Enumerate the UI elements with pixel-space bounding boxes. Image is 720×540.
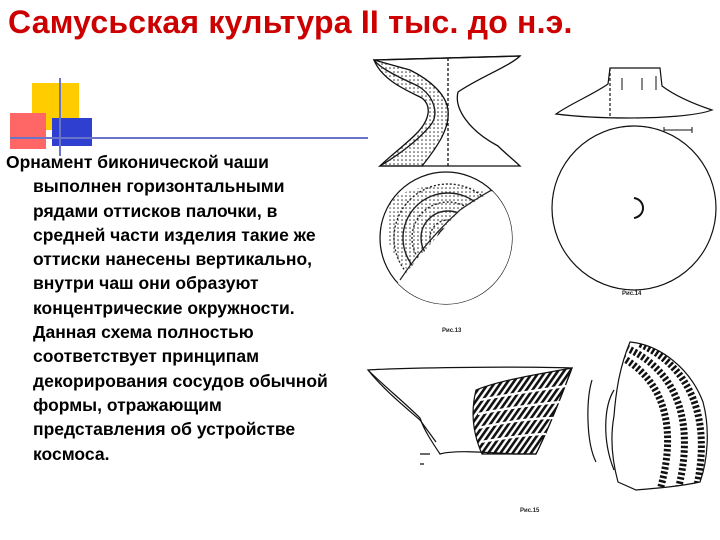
deco-horizontal-rule	[10, 137, 368, 139]
fig13-label: Рис.13	[442, 328, 462, 334]
deco-vertical-line	[59, 78, 61, 156]
vessel-profile-drawing	[374, 56, 520, 166]
slide-title: Самусьская культура II тыс. до н.э.	[8, 4, 573, 40]
fig15-label: Рис.15	[520, 508, 540, 514]
fig13-disc-drawing	[380, 172, 512, 334]
deco-blue-square	[52, 118, 92, 146]
fig15-bowl-section-drawing	[368, 367, 572, 464]
fig14-label: Рис.14	[622, 291, 642, 297]
body-text-block	[6, 150, 351, 466]
deco-pink-square	[10, 113, 46, 149]
fig14-bowl-drawing	[552, 68, 716, 297]
figures-panel	[360, 50, 720, 540]
body-paragraph: Орнамент биконической чаши выполнен горизонтальными рядами оттисков палочки, в средней части изделия такие же оттиски нанесены вертикально, внутри чаш они образуют концентрические окружности. Данная схема полностью соответствует принципам декорирования сосудов обычной формы, отражающим представления об устройстве космоса.	[6, 152, 328, 464]
